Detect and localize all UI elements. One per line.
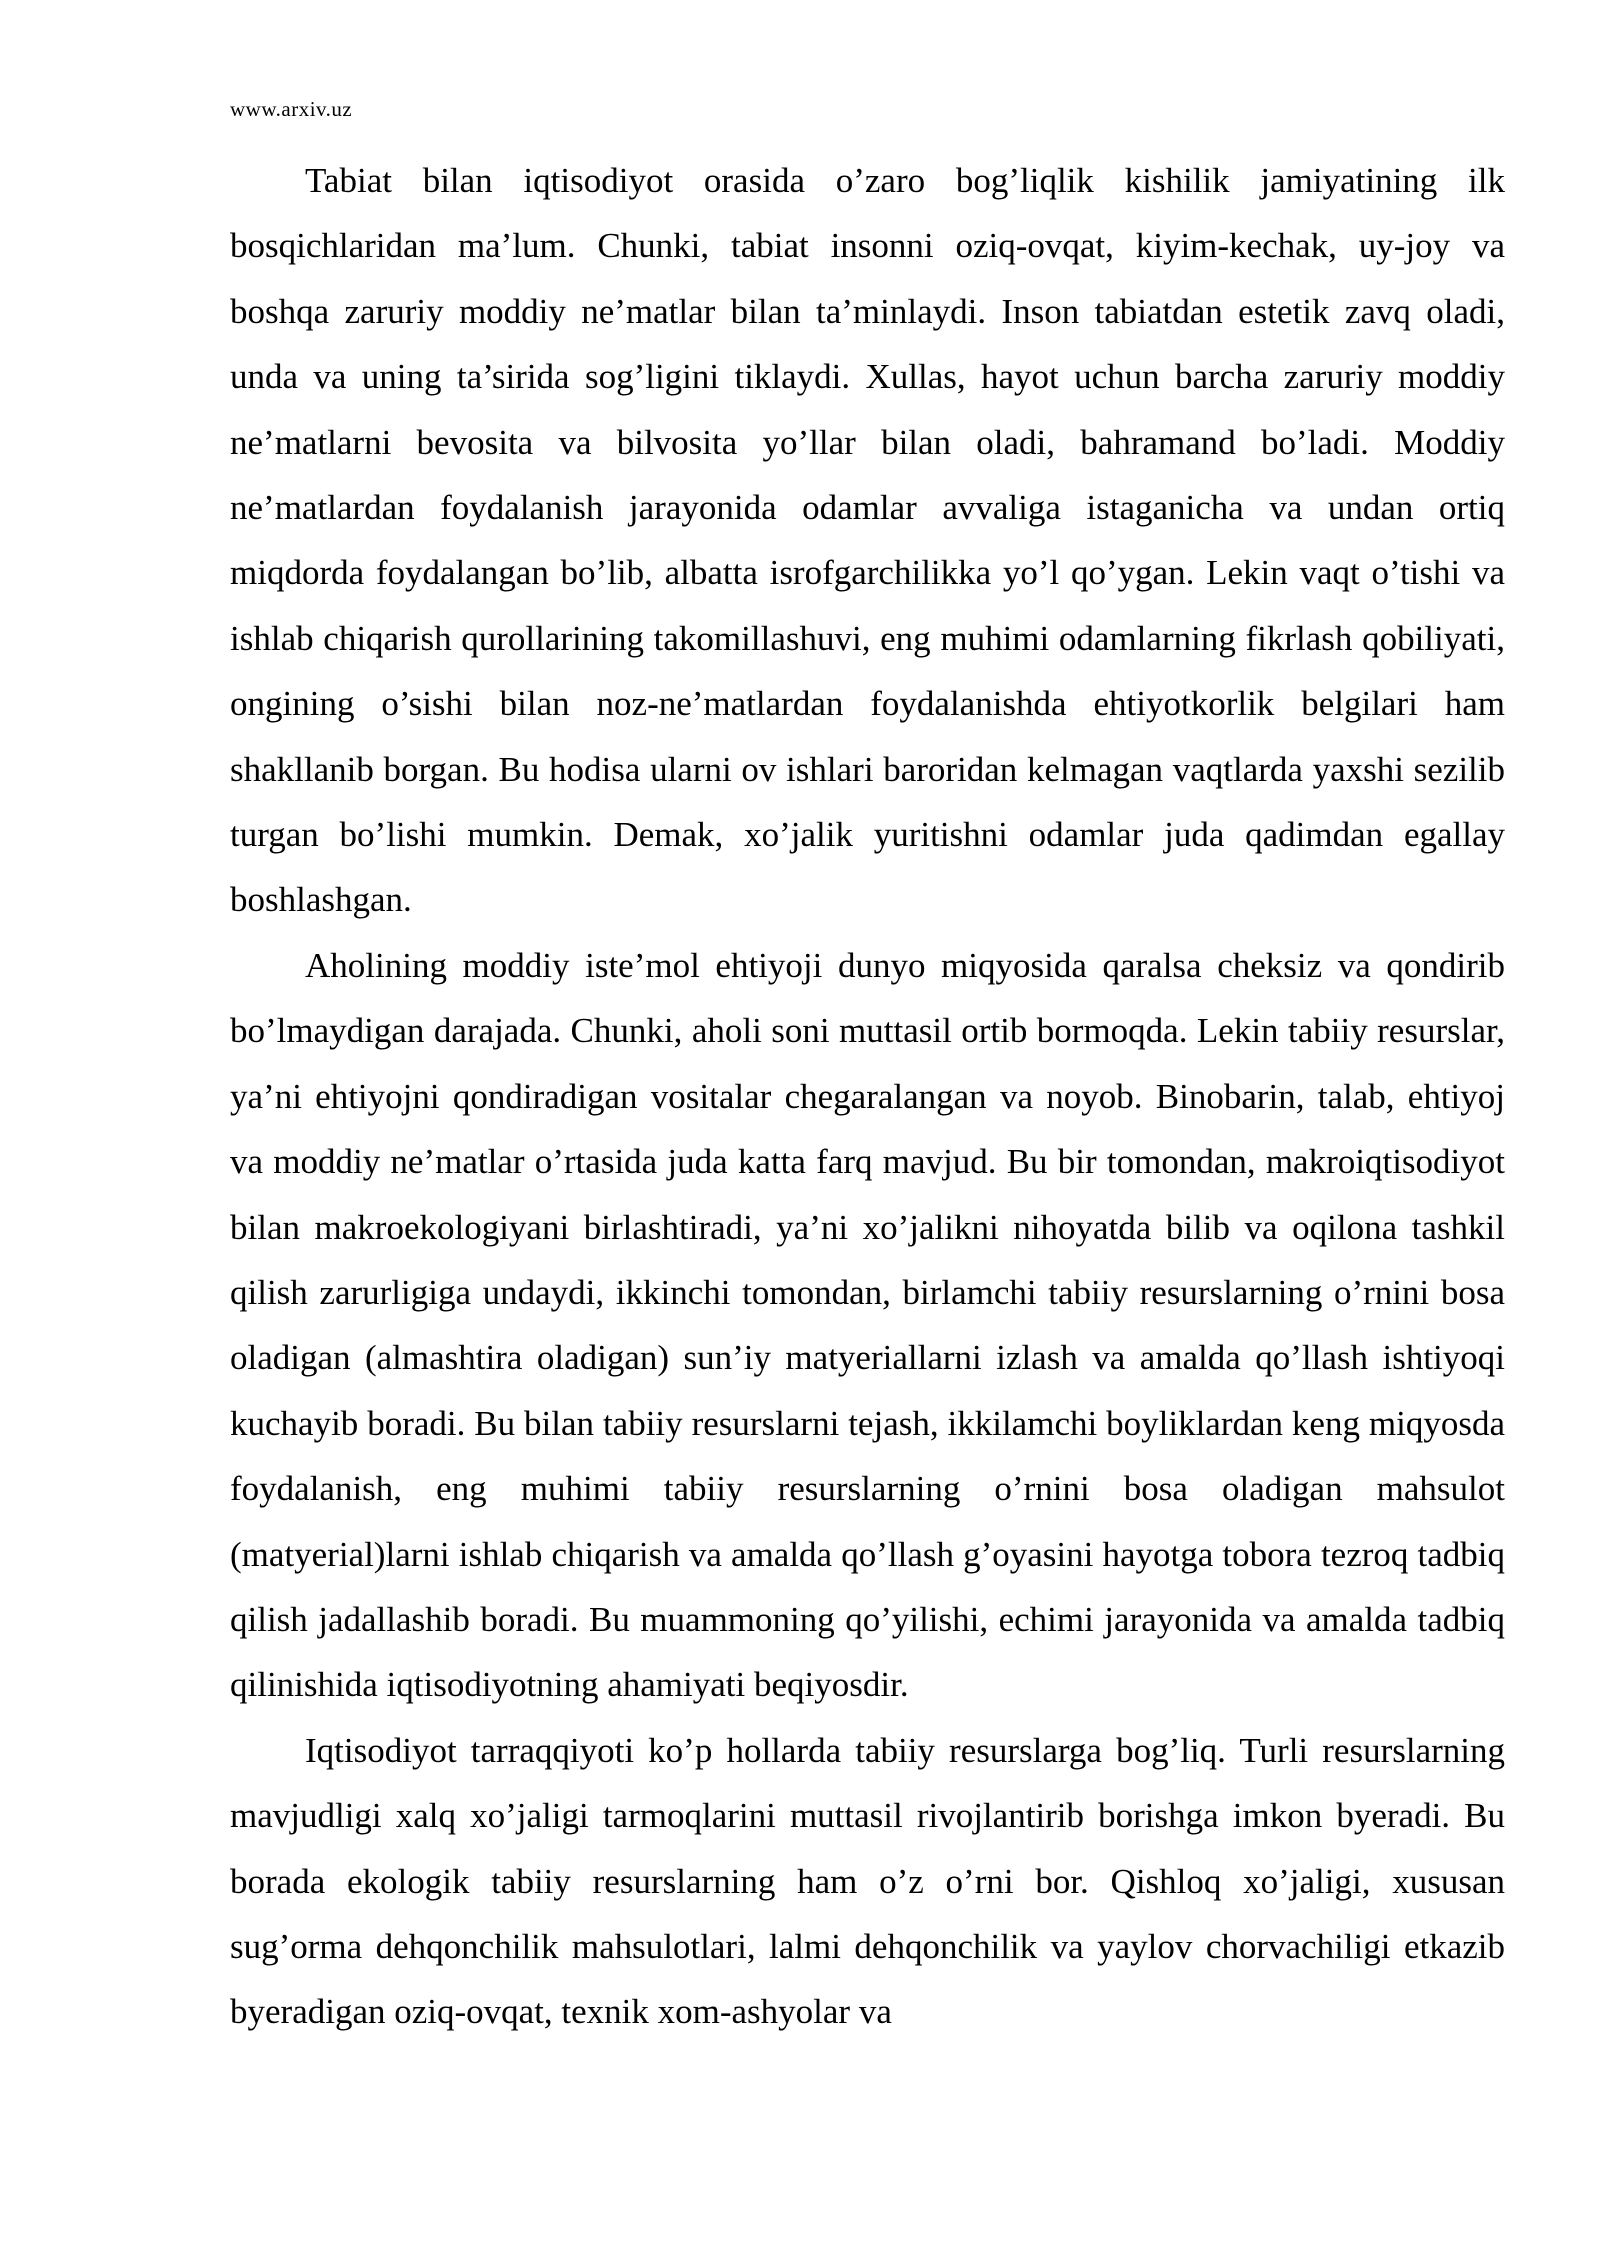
paragraph-1: Tabiat bilan iqtisodiyot orasida o’zaro bog’liqlik kishilik jamiyatining ilk bosqichlaridan ma’lum. Chunki, tabiat insonni oziq-ovqat, kiyim-kechak, uy-joy va boshqa zaruriy moddiy ne’matlar bilan ta’minlaydi. Inson tabiatdan estetik zavq oladi, unda va uning ta’sirida sog’ligini tiklaydi. Xullas, hayot uchun barcha zaruriy moddiy ne’matlarni bevosita va bilvosita yo’llar bilan oladi, bahramand bo’ladi. Moddiy ne’matlardan foydalanish jarayonida odamlar avvaliga istaganicha va undan ortiq miqdorda foydalangan bo’lib, albatta isrofgarchilikka yo’l qo’ygan. Lekin vaqt o’tishi va ishlab chiqarish qurollarining takomillashuvi, eng muhimi odamlarning fikrlash qobiliyati, ongining o’sishi bilan noz-ne’matlardan foydalanishda ehtiyotkorlik belgilari ham shakllanib borgan. Bu hodisa ularni ov ishlari baroridan kelmagan vaqtlarda yaxshi sezilib turgan bo’lishi mumkin. Demak, xo’jalik yuritishni odamlar juda qadimdan egallay boshlashgan. — [230, 161, 1505, 920]
document-body — [230, 148, 1505, 2045]
site-header: www.arxiv.uz — [230, 97, 353, 121]
paragraph-3: Iqtisodiyot tarraqqiyoti ko’p hollarda tabiiy resurslarga bog’liq. Turli resurslarning mavjudligi xalq xo’jaligi tarmoqlarini muttasil rivojlantirib borishga imkon byeradi. Bu borada ekologik tabiiy resurslarning ham o’z o’rni bor. Qishloq xo’jaligi, xususan sug’orma dehqonchilik mahsulotlari, lalmi dehqonchilik va yaylov chorvachiligi etkazib byeradigan oziq-ovqat, texnik xom-ashyolar va — [230, 1730, 1505, 2032]
paragraph-2: Aholining moddiy iste’mol ehtiyoji dunyo miqyosida qaralsa cheksiz va qondirib bo’lmaydigan darajada. Chunki, aholi soni muttasil ortib bormoqda. Lekin tabiiy resurslar, ya’ni ehtiyojni qondiradigan vositalar chegaralangan va noyob. Binobarin, talab, ehtiyoj va moddiy ne’matlar o’rtasida juda katta farq mavjud. Bu bir tomondan, makroiqtisodiyot bilan makroekologiyani birlashtiradi, ya’ni xo’jalikni nihoyatda bilib va oqilona tashkil qilish zarurligiga undaydi, ikkinchi tomondan, birlamchi tabiiy resurslarning o’rnini bosa oladigan (almashtira oladigan) sun’iy matyeriallarni izlash va amalda qo’llash ishtiyoqi kuchayib boradi. Bu bilan tabiiy resurslarni tejash, ikkilamchi boyliklardan keng miqyosda foydalanish, eng muhimi tabiiy resurslarning o’rnini bosa oladigan mahsulot (matyerial)larni ishlab chiqarish va amalda qo’llash g’oyasini hayotga tobora tezroq tadbiq qilish jadallashib boradi. Bu muammoning qo’yilishi, echimi jarayonida va amalda tadbiq qilinishida iqtisodiyotning ahamiyati beqiyosdir. — [230, 945, 1505, 1705]
